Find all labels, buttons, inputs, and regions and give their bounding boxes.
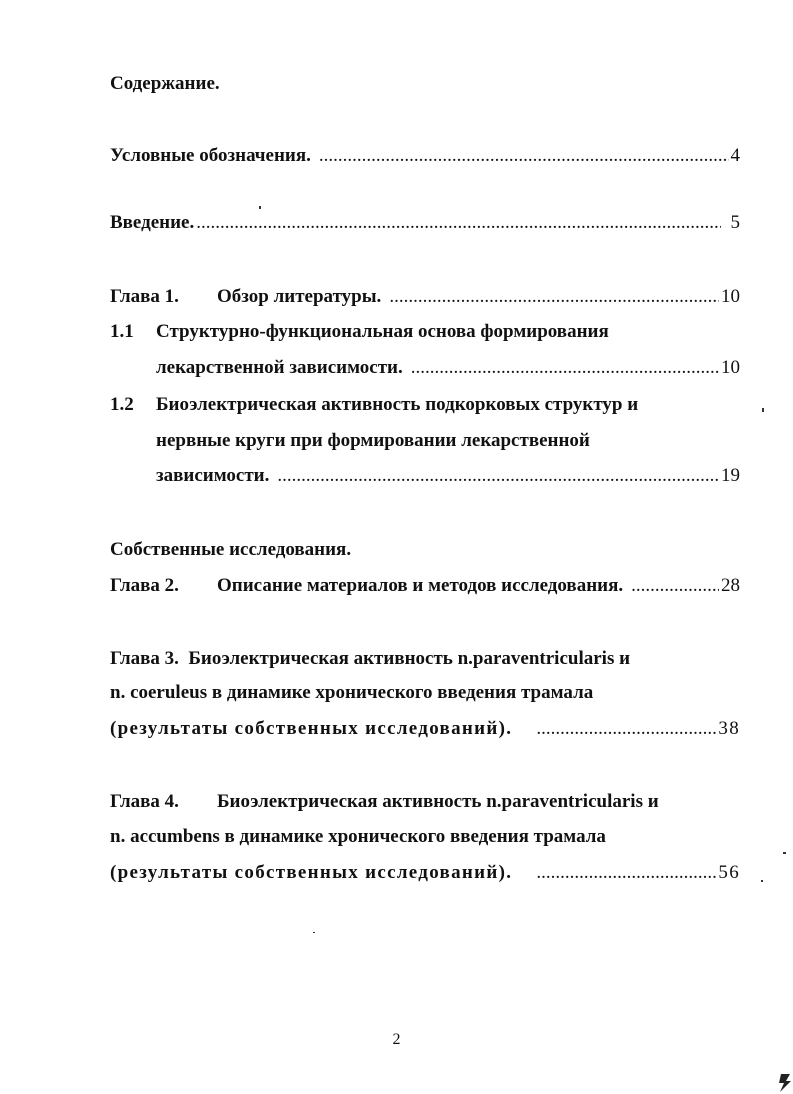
- toc-entry-label: зависимости.: [156, 465, 270, 486]
- toc-page-number: 10: [721, 357, 740, 378]
- toc-entry-section-1-1-cont[interactable]: [156, 357, 740, 379]
- leader-dots: [631, 575, 719, 597]
- toc-entry-abbreviations[interactable]: [110, 145, 740, 167]
- toc-entry-label: Структурно-функциональная основа формирования: [156, 321, 609, 342]
- toc-page-number: 10: [721, 286, 740, 307]
- toc-entry-section-1-2[interactable]: [110, 394, 638, 416]
- leader-dots: [411, 357, 719, 379]
- scan-speck: [783, 852, 786, 854]
- leader-dots: [196, 212, 720, 234]
- toc-page-number: 4: [730, 145, 740, 166]
- page-number: 2: [392, 1031, 401, 1048]
- toc-entry-label: Биоэлектрическая активность n.paraventricularis и: [217, 791, 659, 812]
- toc-entry-section-1-1[interactable]: [110, 321, 609, 343]
- toc-entry-chapter-4-end[interactable]: [110, 862, 740, 884]
- toc-section-number: 1.1: [110, 321, 134, 342]
- leader-dots: [536, 718, 716, 740]
- toc-chapter-number: Глава 4.: [110, 791, 179, 812]
- toc-entry-section-1-2-end[interactable]: [156, 465, 740, 487]
- toc-chapter-number: Глава 1.: [110, 286, 179, 307]
- toc-page-number: 5: [730, 212, 740, 233]
- toc-entry-label: (результаты собственных исследований).: [110, 862, 513, 883]
- toc-entry-label: Описание материалов и методов исследования.: [217, 575, 624, 596]
- toc-title: Содержание.: [110, 73, 220, 94]
- scan-mark-icon: [778, 1074, 792, 1092]
- toc-entry-label: Введение.: [110, 212, 195, 233]
- scan-speck: [313, 932, 315, 933]
- toc-entry-label: Условные обозначения.: [110, 145, 311, 166]
- toc-entry-label: (результаты собственных исследований).: [110, 718, 513, 739]
- leader-dots: [277, 465, 719, 487]
- toc-entry-label: лекарственной зависимости.: [156, 357, 403, 378]
- leader-dots: [319, 145, 729, 167]
- toc-page-number: 19: [721, 465, 740, 486]
- toc-page-number: 56: [718, 862, 740, 883]
- leader-dots: [389, 286, 719, 308]
- scan-speck: [761, 880, 763, 882]
- scan-speck: [762, 408, 764, 412]
- toc-chapter-number: Глава 2.: [110, 575, 179, 596]
- toc-entry-chapter-1[interactable]: [110, 286, 740, 308]
- toc-section-number: 1.2: [110, 394, 134, 415]
- leader-dots: [536, 862, 716, 884]
- toc-entry-chapter-4[interactable]: [110, 791, 659, 813]
- toc-entry-chapter-3-cont: n. coeruleus в динамике хронического введения трамала: [110, 682, 594, 703]
- scan-speck: [259, 206, 261, 209]
- toc-part-heading: Собственные исследования.: [110, 539, 352, 560]
- toc-page-number: 28: [721, 575, 740, 596]
- toc-entry-section-1-2-cont: нервные круги при формировании лекарственной: [156, 430, 590, 451]
- toc-entry-chapter-3[interactable]: Глава 3. Биоэлектрическая активность n.paraventricularis и: [110, 648, 631, 669]
- toc-entry-introduction[interactable]: [110, 212, 740, 234]
- toc-page-number: 38: [718, 718, 740, 739]
- toc-entry-label: Обзор литературы.: [217, 286, 382, 307]
- toc-entry-chapter-2[interactable]: [110, 575, 740, 597]
- toc-entry-chapter-3-end[interactable]: [110, 718, 740, 740]
- toc-entry-chapter-4-cont: n. accumbens в динамике хронического введения трамала: [110, 826, 606, 847]
- toc-entry-label: Биоэлектрическая активность подкорковых структур и: [156, 394, 639, 415]
